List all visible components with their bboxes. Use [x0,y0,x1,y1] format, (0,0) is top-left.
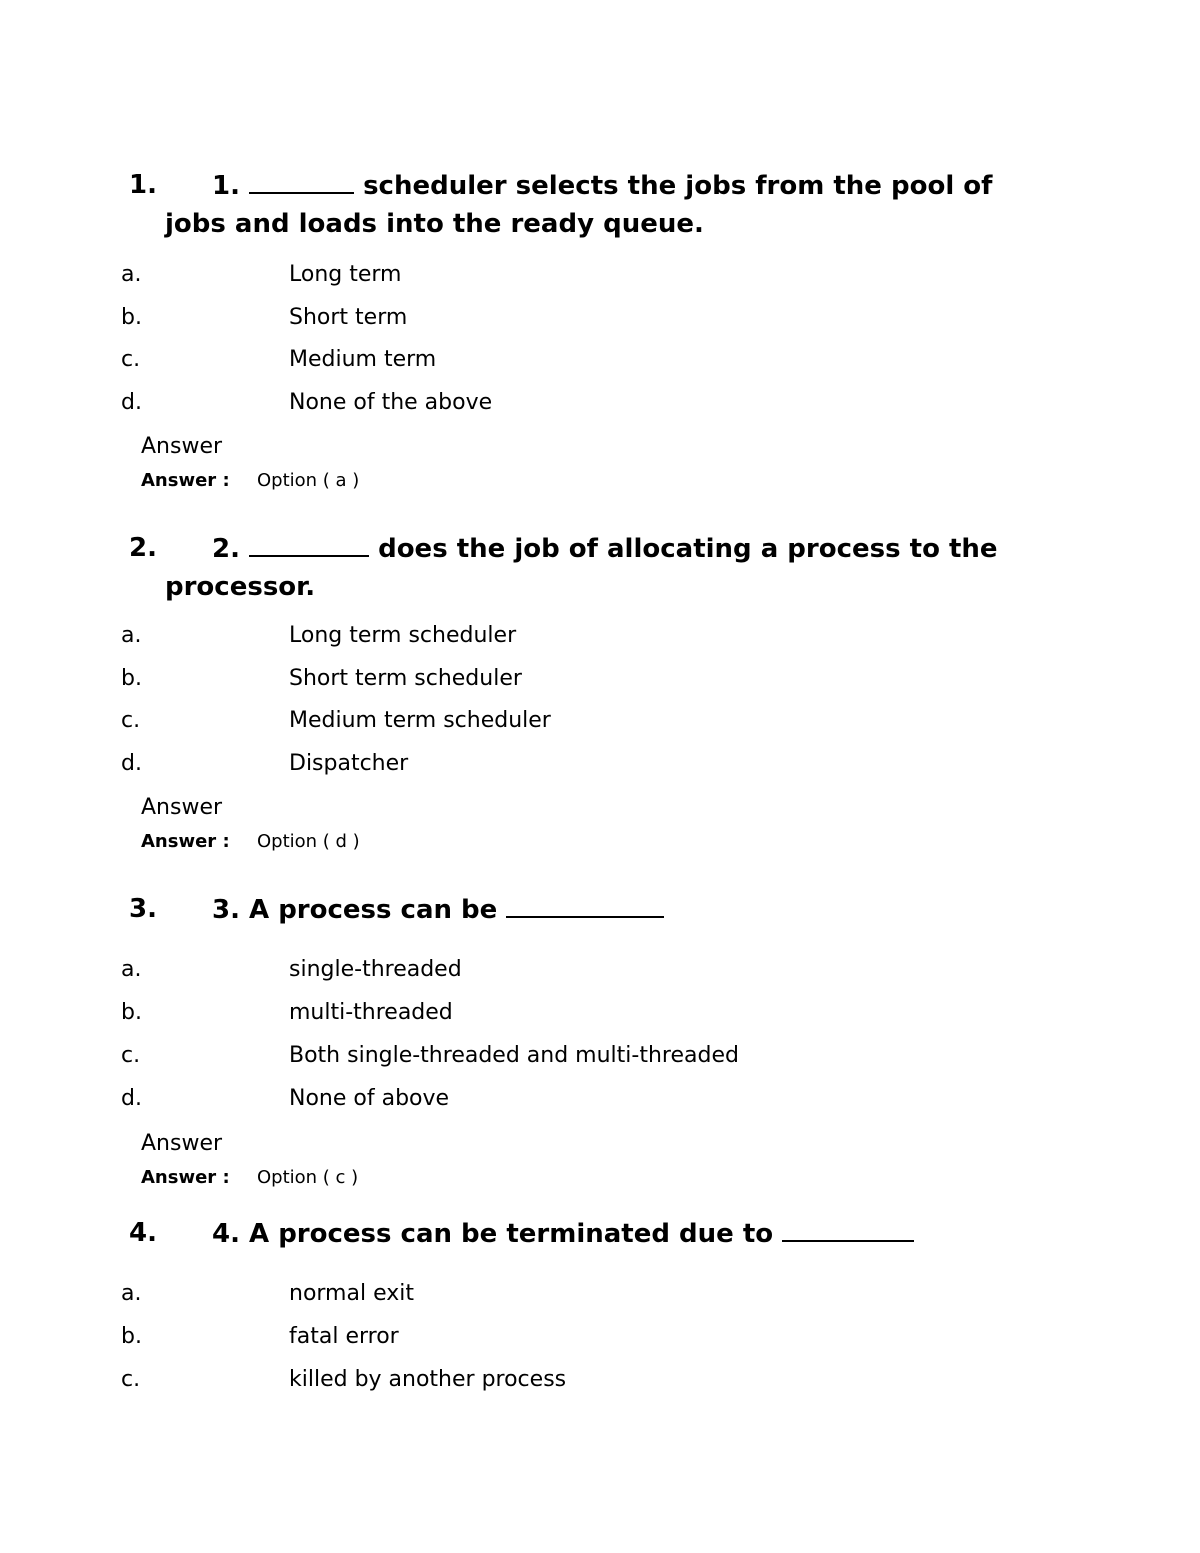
question-number: 2. [129,533,157,563]
option-a [0,260,1200,303]
question-heading [0,890,1200,929]
option-d [0,388,1200,431]
option-letter: b. [121,304,142,330]
option-b [0,664,1200,707]
question-4 [0,1214,1200,1408]
option-text: killed by another process [289,1367,567,1392]
option-letter: a. [121,957,142,982]
answer-blank [249,529,369,557]
option-a [0,955,1200,998]
answer-blank [506,890,664,918]
option-text: Short term [289,304,408,330]
option-letter: a. [121,262,142,287]
option-text: Dispatcher [289,750,409,776]
option-text: Both single-threaded and multi-threaded [289,1043,739,1068]
question-text [165,1214,1025,1253]
question-1 [0,166,1200,498]
option-letter: c. [121,1367,141,1392]
question-text [165,166,1025,243]
option-text: Short term scheduler [289,665,522,691]
option-b [0,303,1200,346]
answer-blank [782,1214,914,1242]
answer-value: Option ( d ) [257,831,360,852]
option-text: None of the above [289,389,493,415]
option-c [0,1041,1200,1084]
answer-line [0,1165,1200,1195]
option-letter: b. [121,1324,142,1349]
question-text-start: 1. [212,171,250,201]
option-text: Medium term scheduler [289,708,551,733]
option-letter: d. [121,389,142,415]
option-letter: c. [121,1043,141,1068]
question-text-end: does the job of allocating a process to the processor. [165,534,998,602]
option-text: Long term [289,262,402,287]
question-heading [0,1214,1200,1253]
options-list [0,621,1200,791]
answer-value: Option ( a ) [257,470,360,491]
answer-label: Answer : [141,831,230,852]
options-list [0,260,1200,430]
option-c [0,706,1200,749]
question-text [165,529,1025,606]
question-heading [0,529,1200,606]
answer-line [0,829,1200,859]
answer-label: Answer : [141,1167,230,1188]
answer-label: Answer : [141,470,230,491]
option-text: multi-threaded [289,1000,453,1025]
option-letter: b. [121,665,142,691]
option-letter: a. [121,623,142,648]
question-text-start: 2. [212,534,250,564]
option-letter: d. [121,1086,142,1111]
option-text: Long term scheduler [289,623,517,648]
option-d [0,1084,1200,1127]
option-text: None of above [289,1086,450,1111]
option-letter: b. [121,1000,142,1025]
option-text: fatal error [289,1324,399,1349]
answer-value: Option ( c ) [257,1167,359,1188]
option-a [0,1279,1200,1322]
option-b [0,1322,1200,1365]
answer-heading: Answer [141,1131,223,1156]
question-text-start: 4. A process can be terminated due to [212,1219,783,1249]
option-letter: a. [121,1281,142,1306]
answer-blank [249,166,354,194]
question-number: 3. [129,894,157,924]
question-text-end: scheduler selects the jobs from the pool of jobs and loads into the ready queue. [165,171,993,239]
question-heading [0,166,1200,243]
question-2 [0,529,1200,859]
option-a [0,621,1200,664]
options-list [0,1279,1200,1408]
options-list [0,955,1200,1127]
option-letter: d. [121,750,142,776]
answer-heading: Answer [141,434,223,459]
answer-heading: Answer [141,795,223,820]
option-d [0,749,1200,792]
question-number: 1. [129,170,157,200]
option-c [0,345,1200,388]
option-letter: c. [121,347,141,372]
answer-line [0,468,1200,498]
question-3 [0,890,1200,1195]
question-number: 4. [129,1218,157,1248]
option-text: single-threaded [289,957,462,982]
option-letter: c. [121,708,141,733]
option-c [0,1365,1200,1408]
option-text: Medium term [289,347,437,372]
question-text [165,890,1025,929]
question-text-start: 3. A process can be [212,895,507,925]
option-b [0,998,1200,1041]
option-text: normal exit [289,1281,414,1306]
